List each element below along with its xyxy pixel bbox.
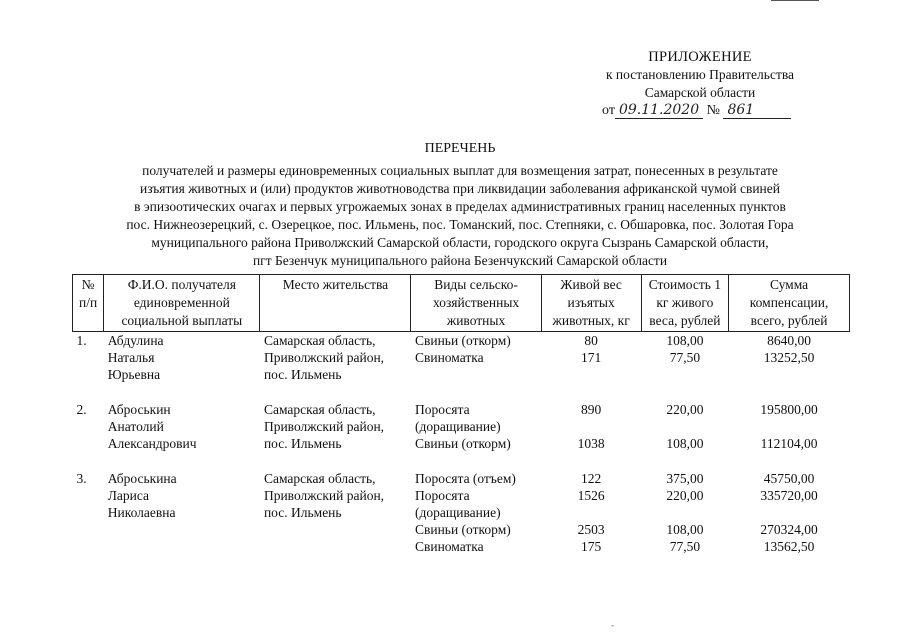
- residence: пос. Ильмень: [263, 436, 342, 451]
- appendix-line: Самарской области: [644, 85, 756, 100]
- residence: Самарская область,: [263, 402, 376, 417]
- compensation-sum: 270324,00: [760, 522, 818, 537]
- recipient-name: Аброськин: [107, 402, 171, 417]
- document-title: [60, 140, 860, 270]
- table-row: [73, 504, 850, 521]
- animal-type: Поросята: [414, 402, 470, 417]
- row-number: 3.: [76, 471, 87, 486]
- live-weight: 175: [581, 539, 602, 554]
- animal-type: Свиноматка: [414, 539, 484, 554]
- header-live-weight: Живой вес изъятых животных, кг: [541, 275, 641, 332]
- table-row: [73, 470, 850, 487]
- header-animal-type: Виды сельско-хозяйственных животных: [411, 275, 541, 332]
- compensation-sum: 8640,00: [767, 333, 811, 348]
- recipient-name: Наталья: [107, 350, 155, 365]
- live-weight: 1038: [577, 436, 605, 451]
- recipient-name: Юрьевна: [107, 367, 161, 382]
- price-per-kg: 77,50: [669, 539, 701, 554]
- residence: Приволжский район,: [263, 350, 385, 365]
- table-row: [73, 435, 850, 452]
- date-prefix: от: [602, 103, 615, 118]
- price-per-kg: 108,00: [666, 333, 704, 348]
- appendix-title: ПРИЛОЖЕНИЕ: [648, 49, 752, 65]
- compensation-sum: 335720,00: [760, 488, 818, 503]
- table-row: [73, 401, 850, 418]
- header-price-per-kg: Стоимость 1 кг живого веса, рублей: [641, 275, 728, 332]
- animal-type: Свиньи (откорм): [414, 436, 511, 451]
- handwritten-date: 09.11.2020: [615, 102, 703, 119]
- appendix-line: к постановлению Правительства: [605, 67, 795, 82]
- recipient-name: Александрович: [107, 436, 197, 451]
- animal-type: Свиньи (откорм): [414, 333, 511, 348]
- title-line: изъятия животных и (или) продуктов животноводства при ликвидации заболевания африканской чумой свиней: [139, 181, 780, 196]
- residence: пос. Ильмень: [263, 505, 342, 520]
- compensation-sum: 195800,00: [760, 402, 818, 417]
- live-weight: 122: [581, 471, 602, 486]
- row-number: 1.: [76, 333, 87, 348]
- title-line: пгт Безенчук муниципального района Безенчукский Самарской области: [252, 253, 668, 268]
- appendix-block: [560, 48, 840, 102]
- price-per-kg: 220,00: [666, 488, 704, 503]
- live-weight: 171: [581, 350, 602, 365]
- residence: Самарская область,: [263, 471, 376, 486]
- residence: Приволжский район,: [263, 419, 385, 434]
- table-row: [73, 332, 850, 350]
- number-sign: №: [706, 103, 720, 118]
- table-row: [73, 366, 850, 383]
- corner-rule: [771, 0, 819, 1]
- animal-type: Свиноматка: [414, 350, 484, 365]
- title-line: пос. Нижнеозерецкий, с. Озерецкое, пос. Ильмень, пос. Томанский, пос. Степняки, с. Обшаровка, пос. Золотая Гора: [126, 217, 794, 232]
- recipients-table: [72, 274, 850, 555]
- title-line: получателей и размеры единовременных социальных выплат для возмещения затрат, понесенных в результате: [142, 163, 778, 178]
- animal-type: Поросята: [414, 488, 470, 503]
- live-weight: 80: [584, 333, 598, 348]
- title-line: муниципального района Приволжский Самарской области, городского округа Сызрань Самарской области,: [151, 235, 769, 250]
- header-place: Место жительства: [260, 275, 411, 332]
- table-row: [73, 487, 850, 504]
- recipient-name: Николаевна: [107, 505, 176, 520]
- header-num: № п/п: [73, 275, 104, 332]
- table-row: [73, 418, 850, 435]
- table-row: [73, 349, 850, 366]
- price-per-kg: 108,00: [666, 436, 704, 451]
- animal-type: (доращивание): [414, 505, 501, 520]
- live-weight: 2503: [577, 522, 605, 537]
- live-weight: 1526: [577, 488, 605, 503]
- price-per-kg: 220,00: [666, 402, 704, 417]
- compensation-sum: 45750,00: [763, 471, 815, 486]
- recipient-name: Лариса: [107, 488, 150, 503]
- residence: Приволжский район,: [263, 488, 385, 503]
- footer-mark: -: [611, 620, 614, 630]
- recipient-name: Аброськина: [107, 471, 177, 486]
- header-total: Сумма компенсации, всего, рублей: [729, 275, 850, 332]
- animal-type: Поросята (отъем): [414, 471, 516, 486]
- compensation-sum: 13562,50: [763, 539, 815, 554]
- animal-type: (доращивание): [414, 419, 501, 434]
- live-weight: 890: [581, 402, 602, 417]
- residence: пос. Ильмень: [263, 367, 342, 382]
- table-header-row: [73, 275, 850, 332]
- header-fio: Ф.И.О. получателя единовременной социальной выплаты: [104, 275, 260, 332]
- compensation-sum: 112104,00: [760, 436, 818, 451]
- recipient-name: Анатолий: [107, 419, 164, 434]
- table-row: [73, 521, 850, 538]
- row-number: 2.: [76, 402, 87, 417]
- recipient-name: Абдулина: [107, 333, 164, 348]
- residence: Самарская область,: [263, 333, 376, 348]
- title-heading: ПЕРЕЧЕНЬ: [424, 141, 496, 156]
- compensation-sum: 13252,50: [763, 350, 815, 365]
- handwritten-number: 861: [723, 102, 791, 119]
- animal-type: Свиньи (откорм): [414, 522, 511, 537]
- price-per-kg: 375,00: [666, 471, 704, 486]
- price-per-kg: 77,50: [669, 350, 701, 365]
- table-row: [73, 538, 850, 555]
- title-line: в эпизоотических очагах и первых угрожаемых зонах в пределах административных границ населенных пунктов: [134, 199, 786, 214]
- price-per-kg: 108,00: [666, 522, 704, 537]
- date-number-line: [602, 102, 791, 119]
